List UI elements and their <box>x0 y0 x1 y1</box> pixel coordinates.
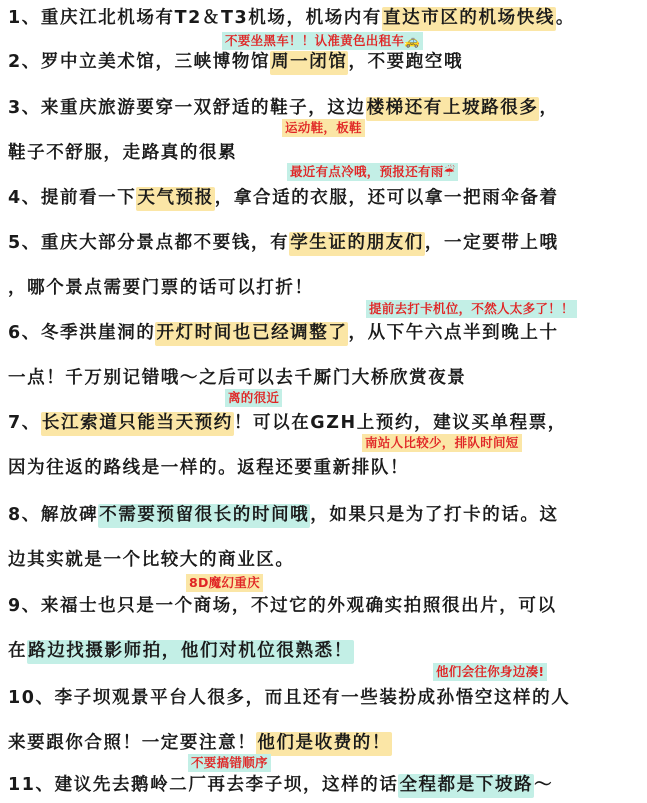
line-text: 因为往返的路线是一样的。返程还要重新排队！ <box>8 458 410 478</box>
line-text: ～ <box>534 775 554 795</box>
line-text: 2、罗中立美术馆，三峡博物馆 <box>8 52 271 72</box>
line-text: 4、提前看一下 <box>8 188 137 208</box>
highlight-text: 周一闭馆 <box>270 51 348 75</box>
line-text: 3、来重庆旅游要穿一双舒适的鞋子，这边 <box>8 98 366 118</box>
line-text: ，哪个景点需要门票的话可以打折！ <box>8 278 314 298</box>
note-near: 离的很近 <box>225 389 282 407</box>
tip-9-cont-line <box>8 639 354 663</box>
line-text: 10、李子坝观景平台人很多，而且还有一些装扮成孙悟空这样的人 <box>8 688 571 708</box>
tip-10-cont-line <box>8 731 392 755</box>
highlight-text: 学生证的朋友们 <box>289 232 425 256</box>
note-early: 提前去打卡机位，不然人太多了！！ <box>366 300 577 318</box>
line-text: ！可以在GZH上预约，建议买单程票， <box>233 413 567 433</box>
highlight-text: 不需要预留很长的时间哦 <box>98 504 310 528</box>
tip-6-cont-line <box>8 366 466 390</box>
highlight-text: 楼梯还有上坡路很多 <box>366 97 540 121</box>
note-taxi: 不要坐黑车！！认准黄色出租车🚕 <box>222 32 423 50</box>
tip-4-line <box>8 186 559 210</box>
line-text: ，一定要带上哦 <box>424 233 559 253</box>
note-approach: 他们会往你身边凑! <box>433 663 547 681</box>
tip-5-cont-line <box>8 276 314 300</box>
tip-1-line <box>8 6 575 30</box>
highlight-text: 全程都是下坡路 <box>398 774 534 798</box>
line-text: 。 <box>555 8 576 28</box>
line-text: 9、来福士也只是一个商场，不过它的外观确实拍照很出片，可以 <box>8 596 557 616</box>
line-text: 6、冬季洪崖洞的 <box>8 323 156 343</box>
highlight-text: 长江索道只能当天预约 <box>41 412 234 436</box>
note-weather: 最近有点冷哦，预报还有雨☔ <box>287 163 458 181</box>
note-8d: 8D魔幻重庆 <box>186 574 263 592</box>
line-text: 边其实就是一个比较大的商业区。 <box>8 550 295 570</box>
highlight-text: 开灯时间也已经调整了 <box>155 322 348 346</box>
line-text: 5、重庆大部分景点都不要钱，有 <box>8 233 290 253</box>
tip-8-cont-line <box>8 548 295 572</box>
line-text: ，不要跑空哦 <box>348 52 464 72</box>
tip-6-line <box>8 321 559 345</box>
highlight-text: 他们是收费的！ <box>256 732 392 756</box>
line-text: 8、解放碑 <box>8 505 99 525</box>
line-text: ， <box>539 98 559 118</box>
highlight-text: 直达市区的机场快线 <box>382 7 556 31</box>
line-text: 一点！千万别记错哦～之后可以去千厮门大桥欣赏夜景 <box>8 368 467 388</box>
highlight-text: 天气预报 <box>136 187 214 211</box>
line-text: 7、 <box>8 413 41 433</box>
note-order: 不要搞错顺序 <box>188 754 271 772</box>
note-shoes: 运动鞋，板鞋 <box>282 119 365 137</box>
line-text: 来要跟你合照！一定要注意！ <box>8 733 257 753</box>
line-text: ，拿合适的衣服，还可以拿一把雨伞备着 <box>214 188 559 208</box>
tip-10-line <box>8 686 570 710</box>
highlight-text: 路边找摄影师拍，他们对机位很熟悉！ <box>27 640 354 664</box>
line-text: ，如果只是为了打卡的话。这 <box>310 505 559 525</box>
tip-3-cont-line <box>8 141 237 165</box>
line-text: 鞋子不舒服，走路真的很累 <box>8 143 238 163</box>
note-south-station: 南站人比较少，排队时间短 <box>362 434 522 452</box>
tip-11-line <box>8 773 553 797</box>
tip-2-line <box>8 50 463 74</box>
tip-5-line <box>8 231 559 255</box>
tip-7-line <box>8 411 567 435</box>
tip-3-line <box>8 96 559 120</box>
line-text: 在 <box>8 641 28 661</box>
line-text: 1、重庆江北机场有T2＆T3机场，机场内有 <box>8 8 383 28</box>
line-text: ，从下午六点半到晚上十 <box>348 323 559 343</box>
line-text: 11、建议先去鹅岭二厂再去李子坝，这样的话 <box>8 775 399 795</box>
tip-9-line <box>8 594 557 618</box>
tip-8-line <box>8 503 559 527</box>
tip-7-cont-line <box>8 456 409 480</box>
